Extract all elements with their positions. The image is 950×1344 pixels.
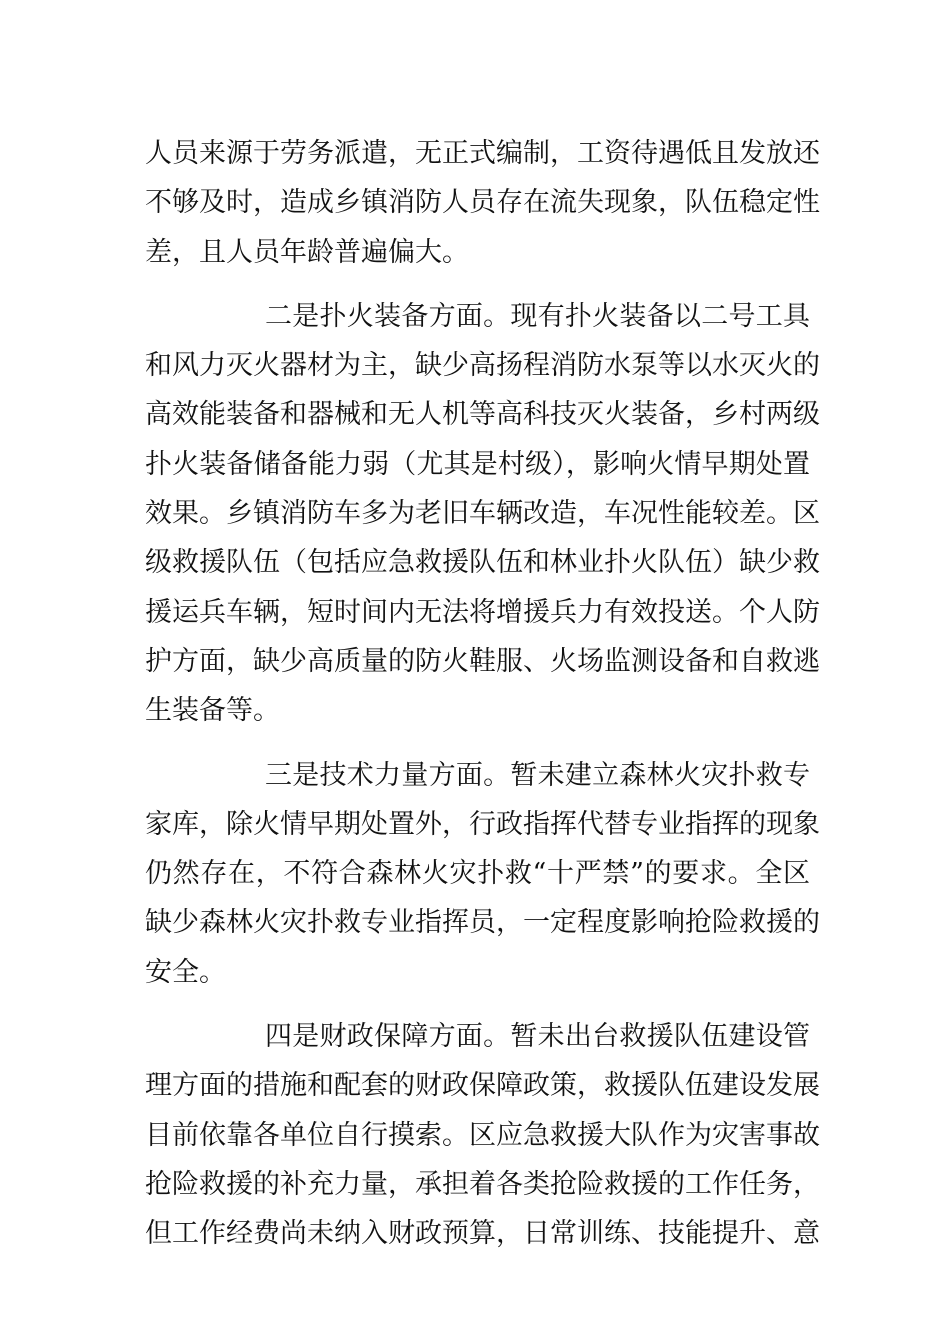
paragraph-2-line-5: 效果。乡镇消防车多为老旧车辆改造，车况性能较差。区 — [145, 498, 820, 530]
paragraph-2-line-4: 扑火装备储备能力弱（尤其是村级），影响火情早期处置 — [145, 448, 810, 480]
paragraph-3-line-3: 仍然存在，不符合森林火灾扑救“十严禁”的要求。全区 — [145, 858, 810, 890]
paragraph-3-line-4: 缺少森林火灾扑救专业指挥员，一定程度影响抢险救援的 — [145, 907, 820, 939]
paragraph-2-line-3: 高效能装备和器械和无人机等高科技灭火装备，乡村两级 — [145, 399, 820, 431]
paragraph-2-line-7: 援运兵车辆，短时间内无法将增援兵力有效投送。个人防 — [145, 596, 820, 628]
paragraph-2-line-2: 和风力灭火器材为主，缺少高扬程消防水泵等以水灭火的 — [145, 350, 820, 382]
paragraph-4-line-4: 抢险救援的补充力量，承担着各类抢险救援的工作任务， — [145, 1168, 820, 1200]
paragraph-4-line-5: 但工作经费尚未纳入财政预算，日常训练、技能提升、意 — [145, 1218, 820, 1250]
paragraph-1-line-3: 差，且人员年龄普遍偏大。 — [145, 236, 469, 268]
paragraph-3-line-2: 家库，除火情早期处置外，行政指挥代替专业指挥的现象 — [145, 808, 820, 840]
paragraph-2-line-8: 护方面，缺少高质量的防火鞋服、火场监测设备和自救逃 — [145, 645, 820, 677]
paragraph-1-line-1: 人员来源于劳务派遣，无正式编制，工资待遇低且发放还 — [145, 138, 820, 169]
paragraph-2-line-9: 生装备等。 — [145, 695, 280, 727]
paragraph-4-line-2: 理方面的措施和配套的财政保障政策，救援队伍建设发展 — [145, 1070, 820, 1102]
body-text — [145, 129, 820, 1259]
paragraph-2-line-6: 级救援队伍（包括应急救援队伍和林业扑火队伍）缺少救 — [145, 547, 820, 579]
paragraph-4-line-1: 四是财政保障方面。暂未出台救援队伍建设管 — [265, 1021, 810, 1053]
paragraph-1-line-2: 不够及时，造成乡镇消防人员存在流失现象，队伍稳定性 — [145, 187, 820, 219]
paragraph-4-line-3: 目前依靠各单位自行摸索。区应急救援大队作为灾害事故 — [145, 1119, 820, 1151]
paragraph-3-line-5: 安全。 — [145, 956, 226, 988]
paragraph-3-line-1: 三是技术力量方面。暂未建立森林火灾扑救专 — [265, 759, 810, 791]
paragraph-2-line-1: 二是扑火装备方面。现有扑火装备以二号工具 — [265, 300, 810, 332]
